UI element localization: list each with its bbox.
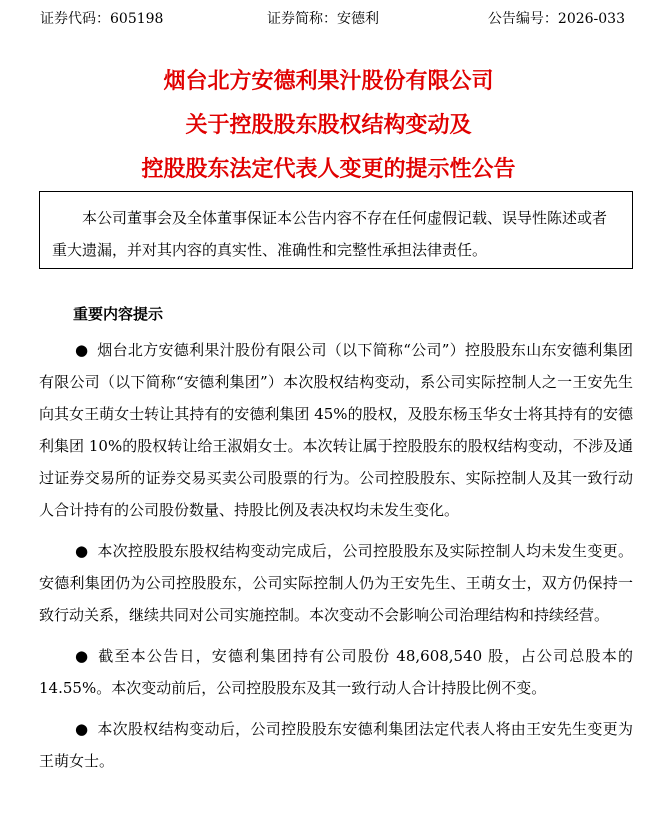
key-points-section (39, 298, 633, 786)
bullet-icon: ● (75, 647, 89, 665)
bullet-icon: ● (75, 341, 89, 359)
security-abbreviation: 证券简称：安德利 (267, 11, 379, 27)
key-point-text: 烟台北方安德利果汁股份有限公司（以下简称“公司”）控股股东山东安德利集团有限公司（以下简称“安德利集团”）本次股权结构变动，系公司实际控制人之一王安先生向其女王萌女士转让其持有的安德利集团 45%的股权，及股东杨玉华女士将其持有的安德利集团 10%的股权转让给王淑娟女士。本次转让属于控股股东的股权结构变动，不涉及通过证券交易所的证券交易买卖公司股票的行为。公司控股股东、实际控制人及其一致行动人合计持有的公司股份数量、持股比例及表决权均未发生变化。 (39, 341, 633, 519)
key-point-1 (39, 334, 633, 526)
section-title: 重要内容提示 (73, 305, 164, 323)
title-line-3: 控股股东法定代表人变更的提示性公告 (141, 157, 516, 182)
key-point-text: 本次控股股东股权结构变动完成后，公司控股股东及实际控制人均未发生变更。安德利集团仍为公司控股股东，公司实际控制人仍为王安先生、王萌女士，双方仍保持一致行动关系，继续共同对公司实施控制。本次变动不会影响公司治理结构和持续经营。 (39, 542, 633, 624)
key-point-text: 截至本公告日，安德利集团持有公司股份 48,608,540 股，占公司总股本的 14.55%。本次变动前后，公司控股股东及其一致行动人合计持股比例不变。 (39, 647, 633, 697)
key-point-4 (39, 713, 633, 777)
announcement-number: 公告编号：2026-033 (487, 11, 625, 27)
security-code: 证券代码：605198 (40, 11, 164, 27)
bullet-icon: ● (75, 720, 89, 738)
announcement-title (0, 60, 657, 192)
bullet-icon: ● (75, 542, 89, 560)
key-point-2 (39, 535, 633, 631)
board-guarantee-notice: 本公司董事会及全体董事保证本公告内容不存在任何虚假记载、误导性陈述或者重大遗漏，并对其内容的真实性、准确性和完整性承担法律责任。 (39, 191, 633, 269)
key-point-text: 本次股权结构变动后，公司控股股东安德利集团法定代表人将由王安先生变更为王萌女士。 (39, 720, 633, 770)
title-line-2: 关于控股股东股权结构变动及 (185, 113, 472, 138)
key-point-3 (39, 640, 633, 704)
title-line-1: 烟台北方安德利果汁股份有限公司 (163, 69, 494, 94)
announcement-header (40, 8, 625, 30)
